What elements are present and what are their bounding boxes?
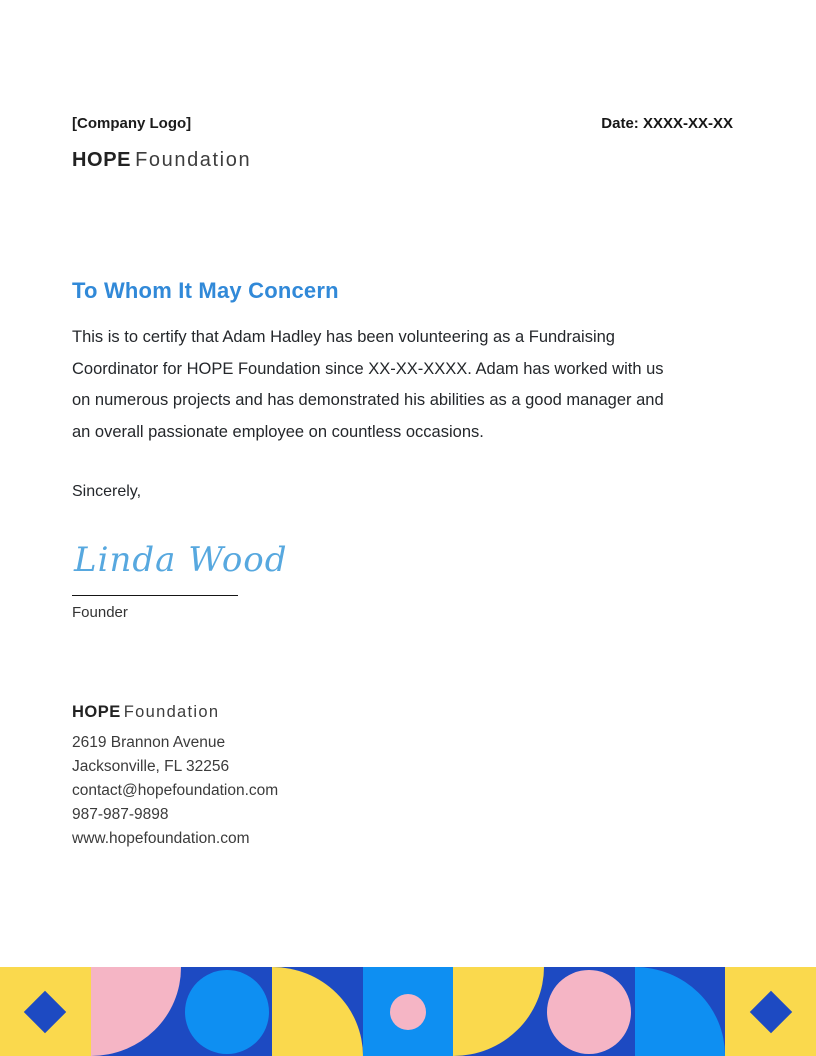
address-line-2: Jacksonville, FL 32256 [72, 758, 230, 775]
pattern-tile [181, 967, 272, 1056]
brand-logo-light-text: Foundation [135, 149, 252, 171]
footer-pattern [0, 967, 816, 1056]
pattern-tile [544, 967, 635, 1056]
footer-brand-light-text: Foundation [123, 703, 220, 721]
quarter-br-shape [91, 967, 182, 1056]
contact-website: www.hopefoundation.com [72, 830, 250, 847]
quarter-tr-shape [272, 967, 363, 1056]
pattern-tile [91, 967, 182, 1056]
pattern-tile [725, 967, 816, 1056]
footer-contact-block [72, 702, 278, 851]
address-line-1: 2619 Brannon Avenue [72, 734, 226, 751]
brand-logo-bold-text: HOPE [72, 149, 132, 171]
signer-title: Founder [72, 604, 128, 621]
quarter-br-shape [453, 967, 544, 1056]
body-line: an overall passionate employee on countless occasions. [72, 422, 484, 441]
pattern-tile [635, 967, 726, 1056]
letter-heading: To Whom It May Concern [72, 278, 339, 303]
company-logo-placeholder: [Company Logo] [72, 115, 192, 132]
brand-logo [72, 149, 251, 171]
circle-shape [547, 970, 631, 1054]
closing-text: Sincerely, [72, 483, 142, 500]
date-label: Date: XXXX-XX-XX [601, 115, 733, 132]
body-line: on numerous projects and has demonstrated his abilities as a good manager and [72, 391, 664, 409]
pattern-tile [272, 967, 363, 1056]
letter-body [72, 322, 752, 448]
pattern-tile [453, 967, 544, 1056]
contact-phone: 987-987-9898 [72, 806, 169, 823]
signature-script: Linda Wood [74, 540, 288, 580]
quarter-tr-shape [635, 967, 726, 1056]
dot-shape [390, 994, 426, 1030]
diamond-shape [24, 990, 66, 1032]
signature-underline [72, 595, 238, 596]
circle-shape [185, 970, 269, 1054]
contact-email: contact@hopefoundation.com [72, 782, 279, 799]
body-line: This is to certify that Adam Hadley has been volunteering as a Fundraising [72, 328, 615, 346]
pattern-tile [363, 967, 454, 1056]
footer-brand-logo [72, 702, 278, 722]
body-line: Coordinator for HOPE Foundation since XX-XX-XXXX. Adam has worked with us [72, 359, 664, 378]
pattern-tile [0, 967, 91, 1056]
diamond-shape [749, 990, 791, 1032]
footer-brand-bold-text: HOPE [72, 703, 121, 721]
